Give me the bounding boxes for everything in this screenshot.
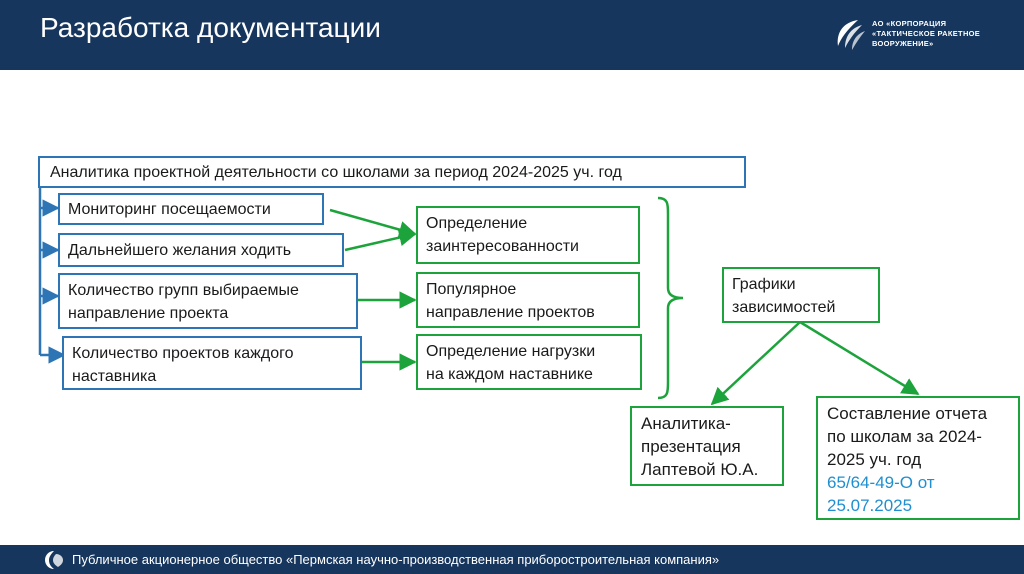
- arrow-monitoring-interest: [330, 210, 415, 234]
- company-logo-text: АО «КОРПОРАЦИЯ «ТАКТИЧЕСКОЕ РАКЕТНОЕ ВООРУЖЕНИЕ»: [872, 19, 981, 48]
- arrow-graphs-report: [800, 322, 918, 394]
- left-item-projects: Количество проектов каждого наставника: [62, 336, 362, 390]
- brace: [658, 198, 683, 398]
- top-analytics-box: Аналитика проектной деятельности со школами за период 2024-2025 уч. год: [38, 156, 746, 188]
- presentation-box: Аналитика- презентация Лаптевой Ю.А.: [630, 406, 784, 486]
- company-emblem-icon: [44, 550, 64, 570]
- report-doc-ref: 65/64-49-О от: [827, 473, 935, 492]
- left-item-desire: Дальнейшего желания ходить: [58, 233, 344, 267]
- arrow-desire-interest: [345, 234, 415, 250]
- left-item-monitoring: Мониторинг посещаемости: [58, 193, 324, 225]
- page-title: Разработка документации: [40, 12, 381, 43]
- left-item-groups: Количество групп выбираемые направление проекта: [58, 273, 358, 329]
- arrow-graphs-presentation: [712, 322, 800, 404]
- mid-item-interest: Определение заинтересованности: [416, 206, 640, 264]
- footer-bar: [0, 545, 1024, 574]
- graphs-box: Графики зависимостей: [722, 267, 880, 323]
- report-box: Составление отчета по школам за 2024- 2025 уч. год 65/64-49-О от 25.07.2025: [816, 396, 1020, 520]
- mid-item-popular: Популярное направление проектов: [416, 272, 640, 328]
- report-doc-date: 25.07.2025: [827, 496, 913, 515]
- footer-text: Публичное акционерное общество «Пермская научно-производственная приборостроительная компания»: [72, 552, 720, 567]
- mid-item-load: Определение нагрузки на каждом наставнике: [416, 334, 642, 390]
